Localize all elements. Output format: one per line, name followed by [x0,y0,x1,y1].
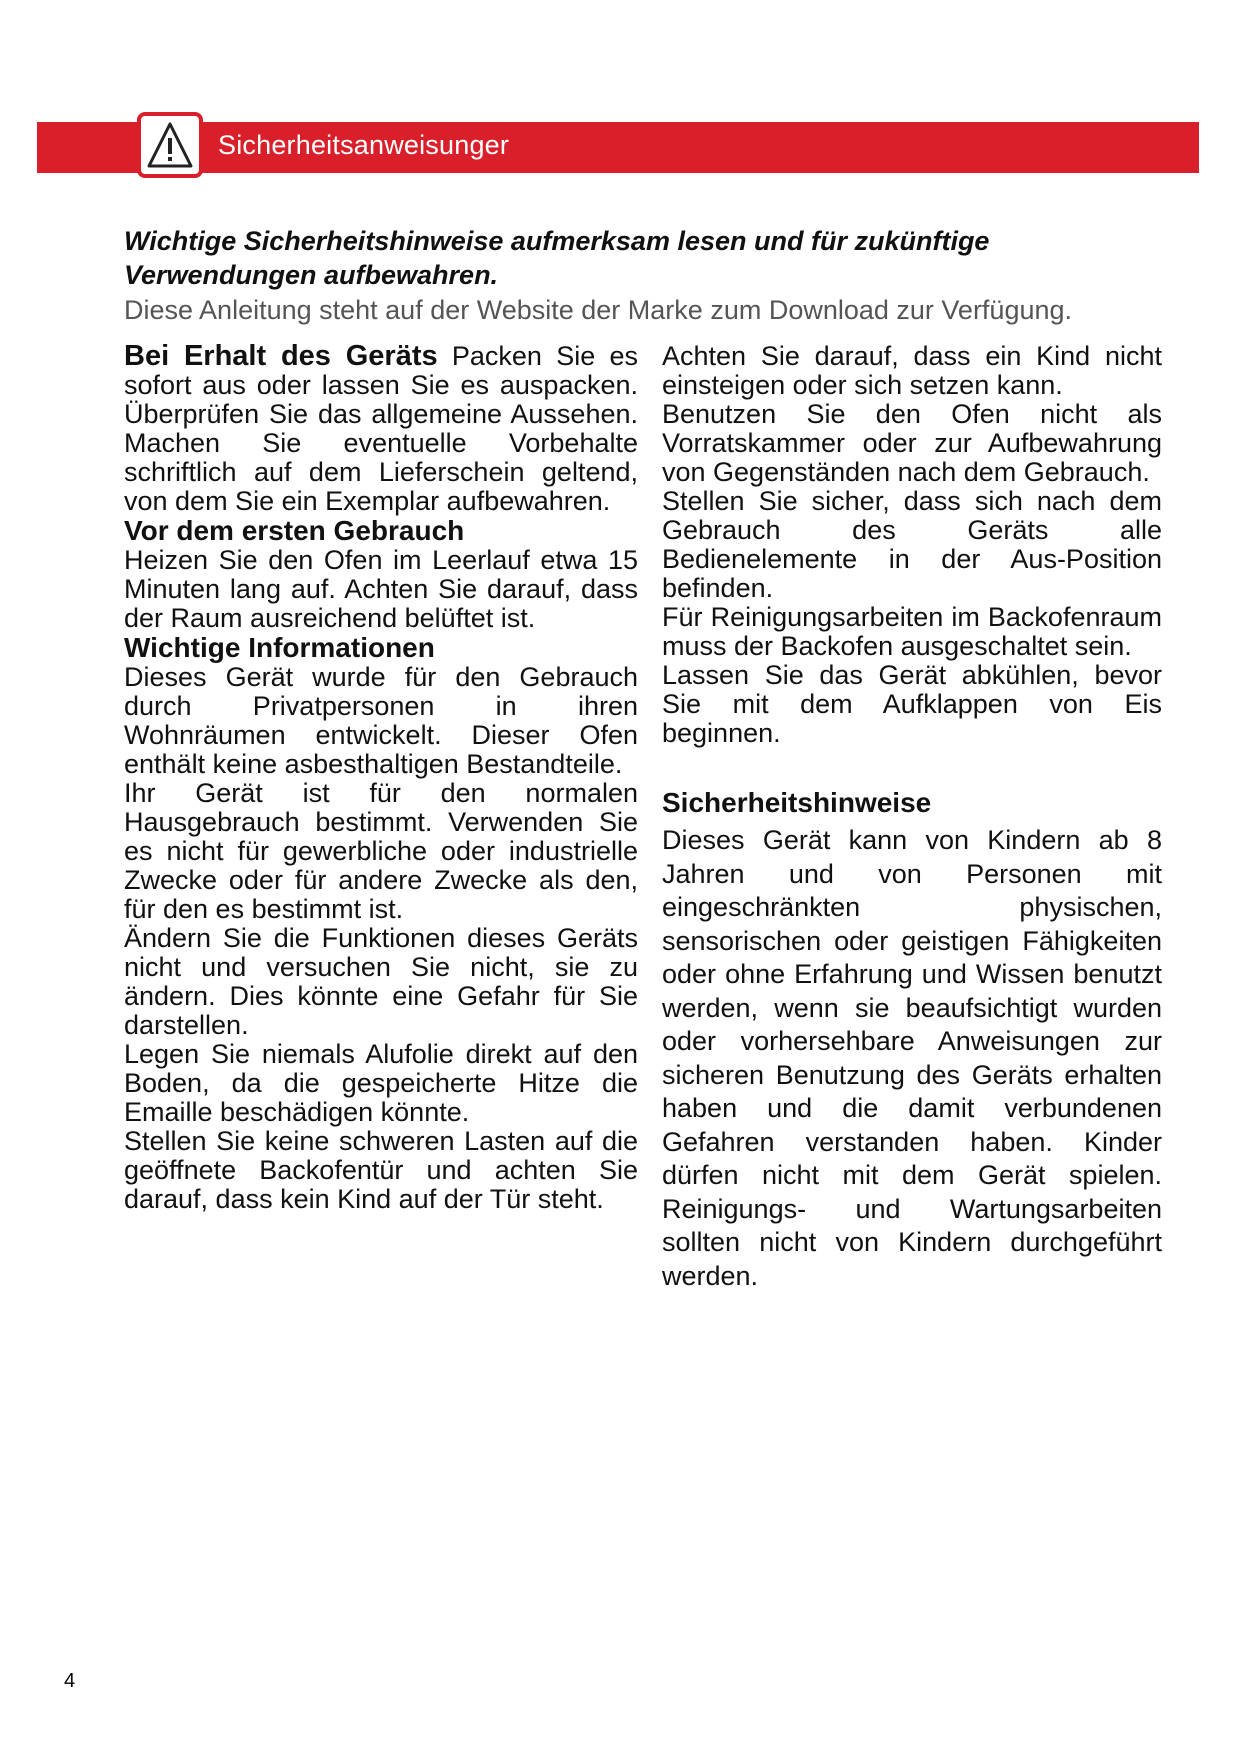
intro-note: Diese Anleitung steht auf der Website der Marke zum Download zur Verfügung. [124,295,1073,325]
safety-text: Dieses Gerät kann von Kindern ab 8 Jahren und von Personen mit eingeschränkten physischen, sensorischen oder geistigen Fähigkeiten oder ohne Erfahrung und Wissen benutzt werden, wenn sie beaufsichtigt wurden oder vorhersehbare Anweisungen zur sicheren Benutzung des Geräts erhalten haben und die damit verbundenen Gefahren verstanden haben. Kinder dürfen nicht mit dem Gerät spielen. Reinigungs- und Wartungsarbeiten sollten nicht von Kindern durchgeführt werden. [662,825,1162,1291]
first-use-heading: Vor dem ersten Gebrauch [124,515,465,546]
info-paragraph-2: Ihr Gerät ist für den normalen Hausgebrauch bestimmt. Verwenden Sie es nicht für gewerbliche oder industrielle Zwecke oder für andere Zwecke als den, für den es bestimmt ist. [124,778,638,924]
section-title: Sicherheitsanweisunger [218,130,510,160]
safety-heading: Sicherheitshinweise [662,787,932,818]
info-paragraph-4: Legen Sie niemals Alufolie direkt auf den Boden, da die gespeicherte Hitze die Emaille beschädigen könnte. [124,1039,638,1127]
left-column [124,342,638,1214]
receipt-paragraph [124,342,638,516]
receipt-text: Packen Sie es sofort aus oder lassen Sie es auspacken. Überprüfen Sie das allgemeine Aussehen. Machen Sie eventuelle Vorbehalte schriftlich auf dem Lieferschein geltend, von dem Sie ein Exemplar aufbewahren. [124,341,638,516]
right-column [662,342,1162,1293]
section-header-banner [37,122,1199,173]
page-number: 4 [64,1670,76,1692]
warning-icon-box [137,112,203,178]
spacer [662,748,1162,788]
info-paragraph-1: Dieses Gerät wurde für den Gebrauch durch Privatpersonen in ihren Wohnräumen entwickelt. Dieser Ofen enthält keine asbesthaltigen Bestandteile. [124,662,638,779]
info-paragraph-5: Stellen Sie keine schweren Lasten auf die geöffnete Backofentür und achten Sie darauf, dass kein Kind auf der Tür steht. [124,1126,638,1214]
right-paragraph-1: Achten Sie darauf, dass ein Kind nicht einsteigen oder sich setzen kann. [662,341,1162,400]
right-paragraph-4: Für Reinigungsarbeiten im Backofenraum muss der Backofen ausgeschaltet sein. [662,602,1162,661]
right-paragraph-3: Stellen Sie sicher, dass sich nach dem Gebrauch des Geräts alle Bedienelemente in der Aus-Position befinden. [662,486,1162,603]
info-heading: Wichtige Informationen [124,632,435,663]
first-use-text: Heizen Sie den Ofen im Leerlauf etwa 15 Minuten lang auf. Achten Sie darauf, dass der Raum ausreichend belüftet ist. [124,545,638,633]
right-paragraph-5: Lassen Sie das Gerät abkühlen, bevor Sie mit dem Aufklappen von Eis beginnen. [662,660,1162,748]
warning-triangle-icon [147,121,193,169]
right-paragraph-2: Benutzen Sie den Ofen nicht als Vorratskammer oder zur Aufbewahrung von Gegenständen nach dem Gebrauch. [662,399,1162,487]
info-paragraph-3: Ändern Sie die Funktionen dieses Geräts nicht und versuchen Sie nicht, sie zu ändern. Dies könnte eine Gefahr für Sie darstellen. [124,923,638,1040]
intro-emphasis: Wichtige Sicherheitshinweise aufmerksam lesen und für zukünftige Verwendungen aufbewahren. [124,226,990,290]
receipt-heading: Bei Erhalt des Geräts [124,340,438,372]
